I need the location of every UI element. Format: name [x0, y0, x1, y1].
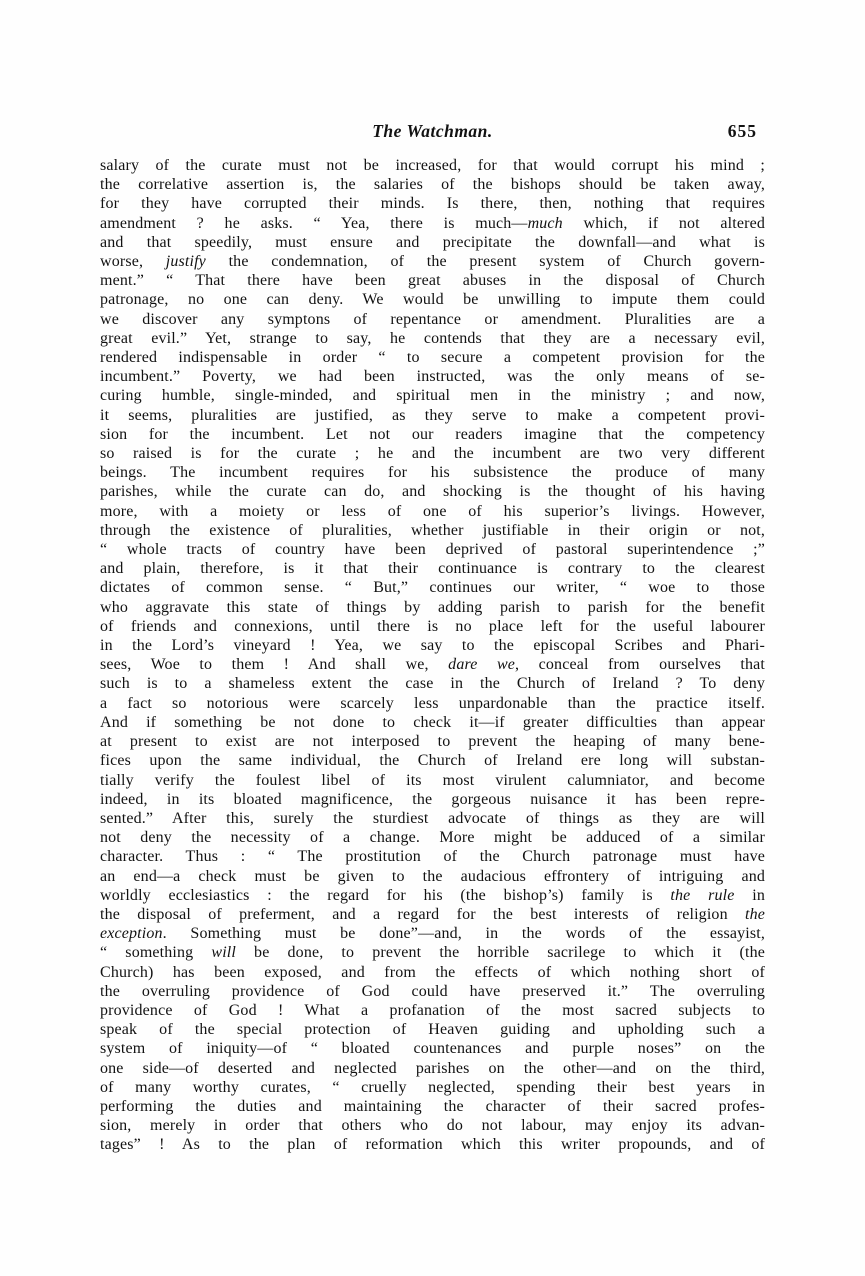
text-segment: so raised is for the curate ; he and the incumbent are two very different: [100, 445, 765, 463]
text-segment: through the existence of pluralities, whether justifiable in their origin or not,: [100, 521, 765, 539]
text-line: [100, 1116, 765, 1135]
text-segment: patronage, no one can deny. We would be unwilling to impute them could: [100, 291, 765, 309]
text-segment: more, with a moiety or less of one of his superior’s livings. However,: [100, 502, 765, 520]
text-line: [100, 847, 765, 866]
text-segment: the condemnation, of the present system of Church govern-: [205, 253, 765, 271]
text-segment: for they have corrupted their minds. Is there, then, nothing that requires: [100, 195, 765, 213]
text-line: [100, 867, 765, 886]
text-line: [100, 482, 765, 501]
text-segment: who aggravate this state of things by adding parish to parish for the benefit: [100, 598, 765, 616]
page-number: 655: [727, 121, 757, 141]
text-segment: speak of the special protection of Heaven guiding and upholding such a: [100, 1021, 765, 1039]
text-segment: an end—a check must be given to the audacious effrontery of intriguing and: [100, 867, 765, 885]
text-segment: which, if not altered: [562, 214, 765, 232]
text-line: [100, 367, 765, 386]
text-line: [100, 214, 765, 233]
text-line: [100, 329, 765, 348]
text-segment: fices upon the same individual, the Church of Ireland ere long will substan-: [100, 752, 765, 770]
italic-text-segment: justify: [165, 253, 206, 271]
text-line: [100, 271, 765, 290]
text-segment: rendered indispensable in order “ to secure a competent provision for the: [100, 349, 765, 367]
text-line: [100, 809, 765, 828]
text-line: [100, 886, 765, 905]
text-segment: tages” ! As to the plan of reformation which this writer propounds, and of: [100, 1136, 765, 1154]
text-line: [100, 502, 765, 521]
body-text: [100, 156, 765, 1155]
text-segment: of friends and connexions, until there is no place left for the useful labourer: [100, 617, 765, 635]
text-segment: such is to a shameless extent the case in the Church of Ireland ? To deny: [100, 675, 765, 693]
text-segment: curing humble, single-minded, and spiritual men in the ministry ; and now,: [100, 387, 765, 405]
text-line: [100, 348, 765, 367]
text-segment: “ whole tracts of country have been deprived of pastoral superintendence ;”: [100, 541, 765, 559]
text-segment: “ something: [100, 944, 212, 962]
italic-text-segment: much: [527, 214, 563, 232]
text-line: [100, 175, 765, 194]
text-segment: character. Thus : “ The prostitution of the Church patronage must have: [100, 848, 765, 866]
text-line: [100, 425, 765, 444]
text-line: [100, 674, 765, 693]
text-line: [100, 156, 765, 175]
text-line: [100, 252, 765, 271]
text-line: [100, 713, 765, 732]
text-segment: in: [734, 886, 765, 904]
text-segment: system of iniquity—of “ bloated countenances and purple noses” on the: [100, 1040, 765, 1058]
text-segment: indeed, in its bloated magnificence, the gorgeous nuisance it has been repre-: [100, 790, 765, 808]
text-line: [100, 1097, 765, 1116]
page-header: [100, 121, 765, 147]
italic-text-segment: will: [211, 944, 236, 962]
text-segment: a fact so notorious were scarcely less unpardonable than the practice itself.: [100, 694, 765, 712]
text-line: [100, 732, 765, 751]
text-segment: providence of God ! What a profanation of the most sacred subjects to: [100, 1001, 765, 1019]
text-segment: ment.” “ That there have been great abuses in the disposal of Church: [100, 272, 765, 290]
italic-text-segment: the rule: [670, 886, 735, 904]
text-line: [100, 1078, 765, 1097]
text-segment: tially verify the foulest libel of its most virulent calumniator, and become: [100, 771, 765, 789]
text-line: [100, 444, 765, 463]
text-line: [100, 751, 765, 770]
text-segment: be done, to prevent the horrible sacrilege to which it (the: [236, 944, 765, 962]
text-segment: sented.” After this, surely the sturdiest advocate of things as they are will: [100, 809, 765, 827]
text-segment: the overruling providence of God could have preserved it.” The overruling: [100, 982, 765, 1000]
text-segment: Church) has been exposed, and from the effects of which nothing short of: [100, 963, 765, 981]
text-line: [100, 194, 765, 213]
text-segment: dictates of common sense. “ But,” continues our writer, “ woe to those: [100, 579, 765, 597]
text-segment: at present to exist are not interposed to prevent the heaping of many bene-: [100, 733, 765, 751]
text-segment: great evil.” Yet, strange to say, he contends that they are a necessary evil,: [100, 329, 765, 347]
text-segment: in the Lord’s vineyard ! Yea, we say to the episcopal Scribes and Phari-: [100, 637, 765, 655]
text-segment: worldly ecclesiastics : the regard for his (the bishop’s) family is: [100, 886, 671, 904]
text-line: [100, 1135, 765, 1154]
text-segment: incumbent.” Poverty, we had been instructed, was the only means of se-: [100, 368, 765, 386]
text-line: [100, 598, 765, 617]
text-line: [100, 559, 765, 578]
text-segment: , conceal from ourselves that: [515, 656, 766, 674]
text-segment: of many worthy curates, “ cruelly neglected, spending their best years in: [100, 1078, 765, 1096]
text-segment: not deny the necessity of a change. More might be adduced of a similar: [100, 829, 765, 847]
text-line: [100, 905, 765, 924]
text-line: [100, 617, 765, 636]
text-segment: the correlative assertion is, the salaries of the bishops should be taken away,: [100, 176, 765, 194]
text-segment: And if something be not done to check it—if greater difficulties than appear: [100, 713, 765, 731]
text-segment: sion, merely in order that others who do not labour, may enjoy its advan-: [100, 1117, 765, 1135]
text-line: [100, 233, 765, 252]
text-segment: sion for the incumbent. Let not our readers imagine that the competency: [100, 425, 765, 443]
text-line: [100, 828, 765, 847]
text-line: [100, 636, 765, 655]
running-title: The Watchman.: [372, 121, 493, 141]
italic-text-segment: the: [745, 905, 765, 923]
text-line: [100, 655, 765, 674]
text-line: [100, 943, 765, 962]
italic-text-segment: exception: [100, 925, 163, 943]
text-segment: . Something must be done”—and, in the words of the essayist,: [162, 925, 765, 943]
text-line: [100, 521, 765, 540]
text-line: [100, 463, 765, 482]
text-line: [100, 540, 765, 559]
text-segment: we discover any symptons of repentance or amendment. Pluralities are a: [100, 310, 765, 328]
text-line: [100, 386, 765, 405]
text-segment: beings. The incumbent requires for his subsistence the produce of many: [100, 464, 765, 482]
text-segment: parishes, while the curate can do, and shocking is the thought of his having: [100, 483, 765, 501]
text-line: [100, 406, 765, 425]
text-line: [100, 982, 765, 1001]
text-line: [100, 290, 765, 309]
text-segment: and plain, therefore, is it that their continuance is contrary to the clearest: [100, 560, 765, 578]
text-line: [100, 790, 765, 809]
text-line: [100, 963, 765, 982]
text-line: [100, 924, 765, 943]
text-line: [100, 1059, 765, 1078]
text-segment: salary of the curate must not be increased, for that would corrupt his mind ;: [100, 157, 765, 174]
text-segment: amendment ? he asks. “ Yea, there is much—: [100, 214, 528, 232]
text-line: [100, 694, 765, 713]
text-segment: it seems, pluralities are justified, as they serve to make a competent provi-: [100, 406, 765, 424]
text-segment: the disposal of preferment, and a regard for the best interests of religion: [100, 905, 745, 923]
text-segment: worse,: [100, 253, 166, 271]
text-line: [100, 771, 765, 790]
text-segment: one side—of deserted and neglected parishes on the other—and on the third,: [100, 1059, 765, 1077]
text-segment: performing the duties and maintaining the character of their sacred profes-: [100, 1097, 765, 1115]
text-line: [100, 1020, 765, 1039]
text-line: [100, 310, 765, 329]
text-line: [100, 1039, 765, 1058]
text-segment: sees, Woe to them ! And shall we,: [100, 656, 449, 674]
italic-text-segment: dare we: [448, 656, 516, 674]
text-line: [100, 1001, 765, 1020]
text-line: [100, 578, 765, 597]
text-segment: and that speedily, must ensure and precipitate the downfall—and what is: [100, 233, 765, 251]
